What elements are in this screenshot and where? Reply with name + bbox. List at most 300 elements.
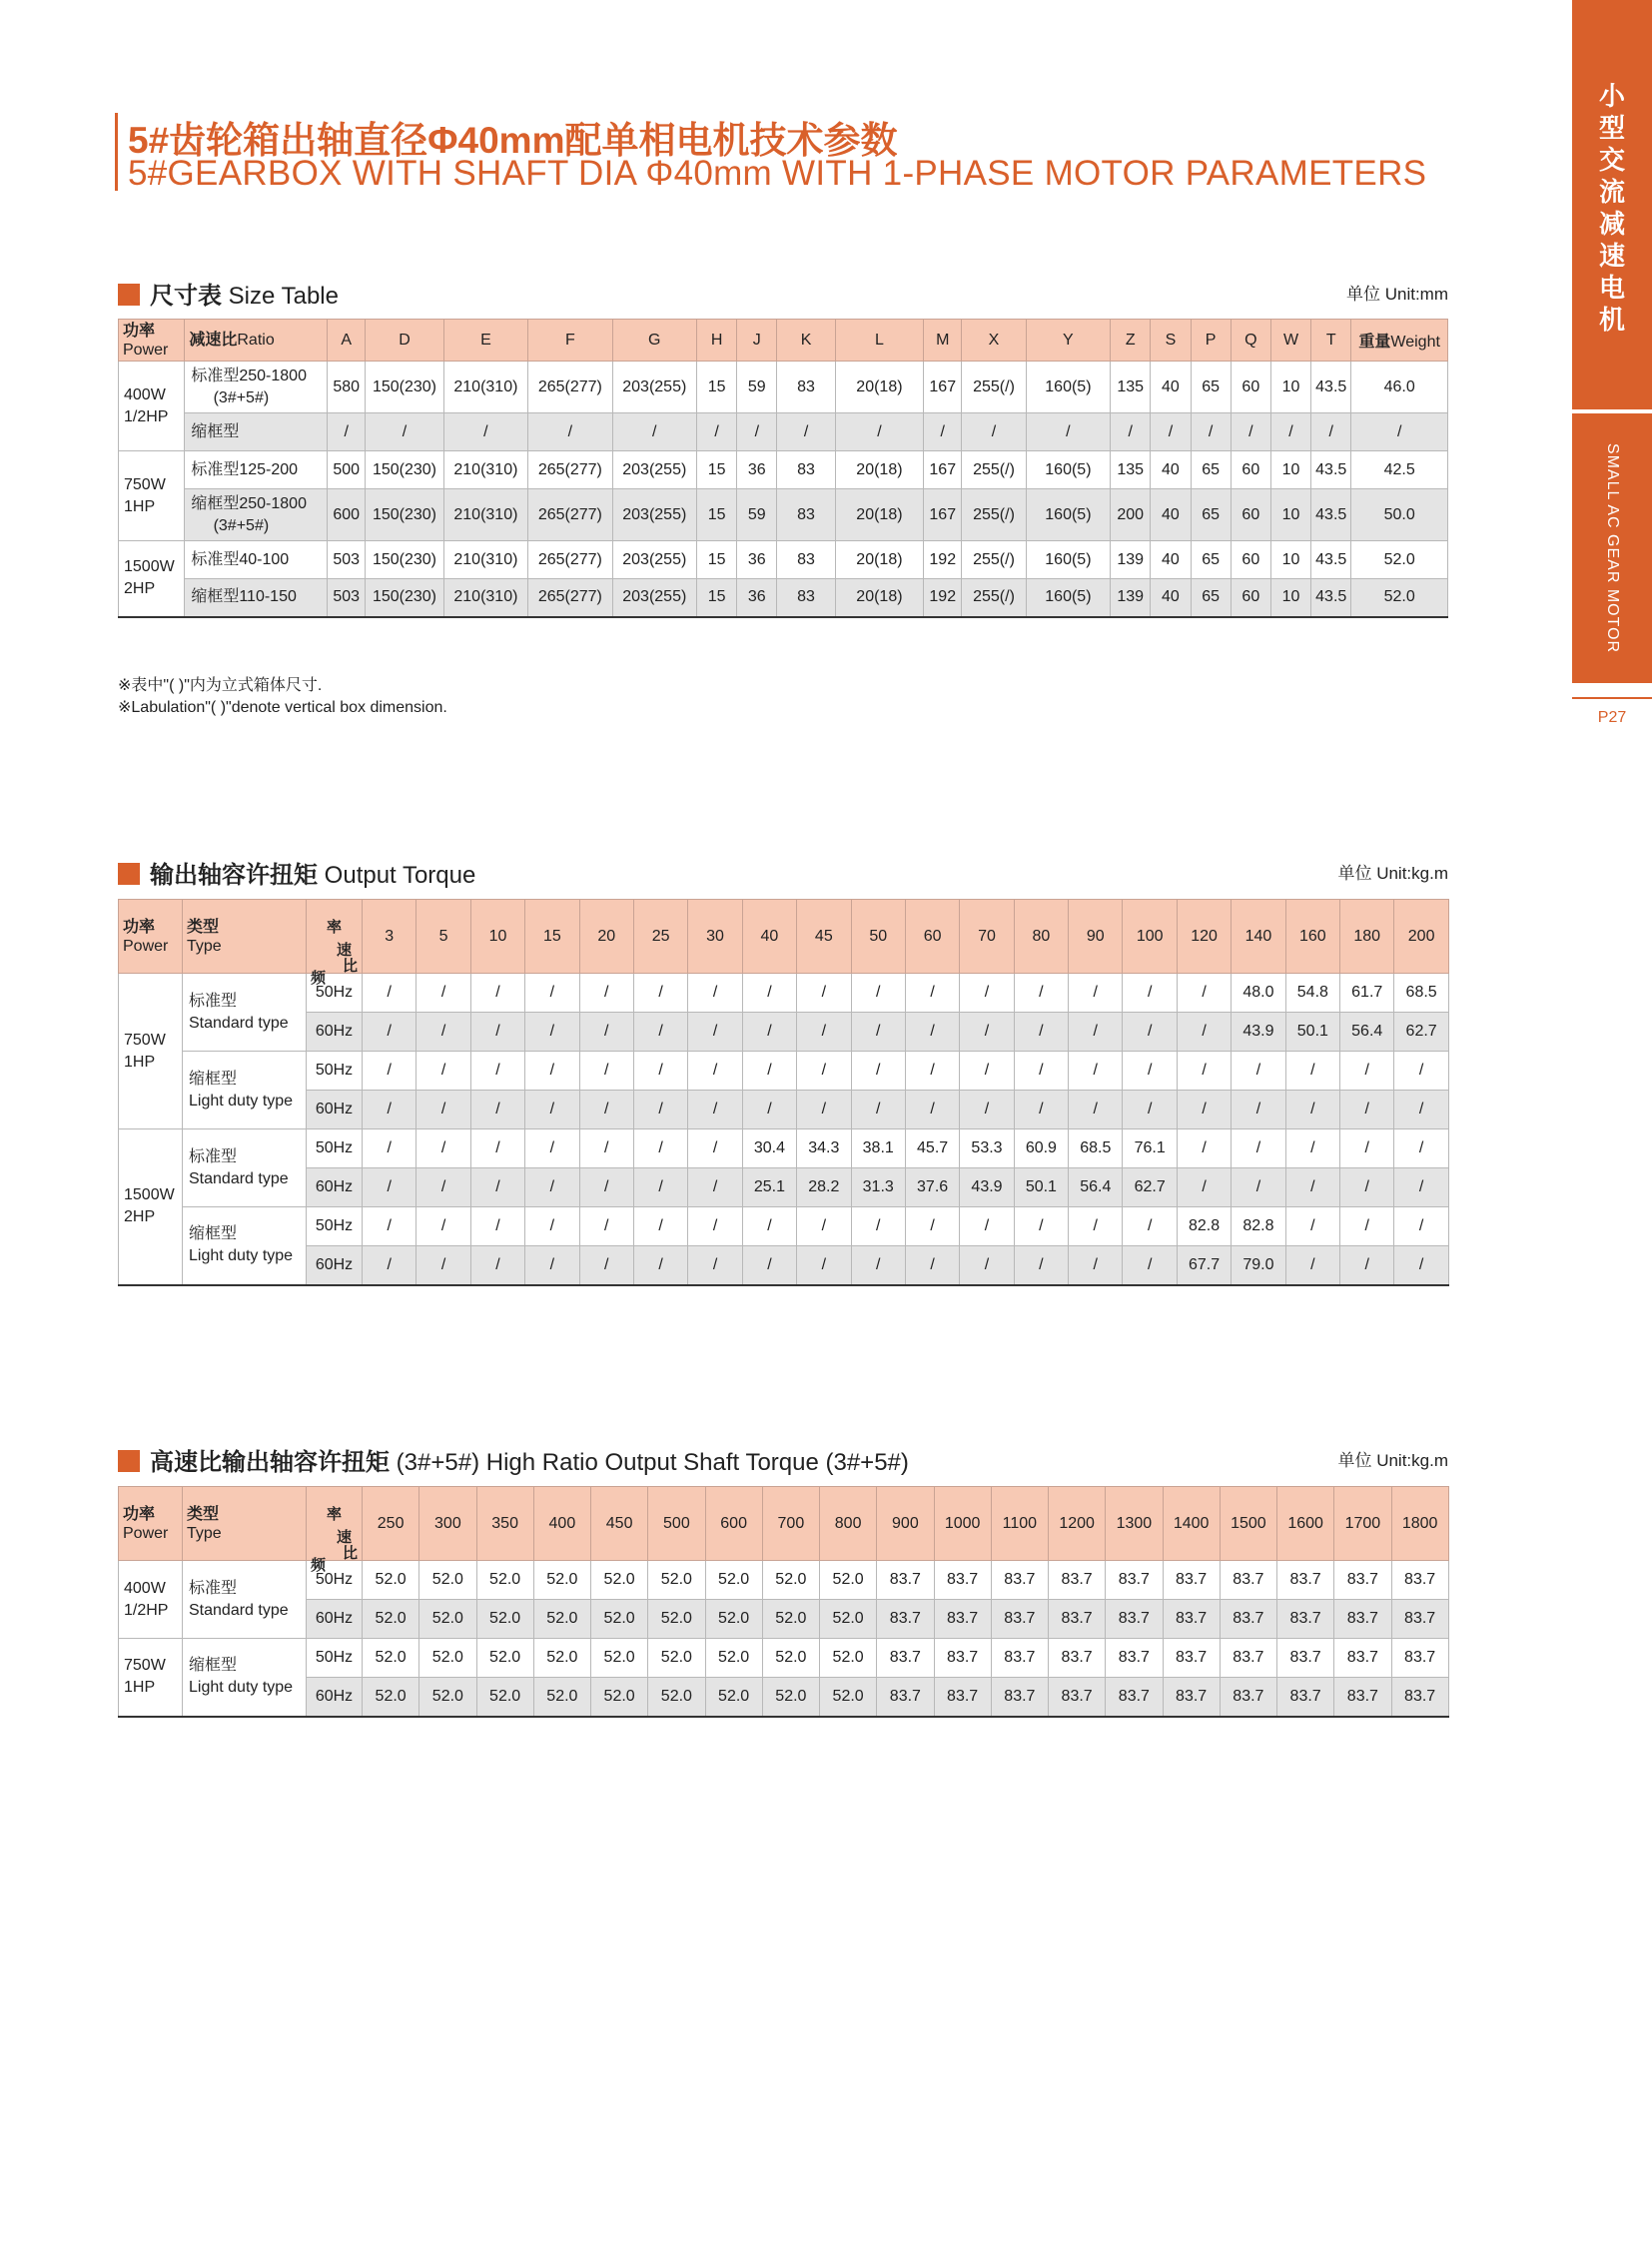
torque-value: 52.0 [648,1600,705,1639]
torque-value: / [470,1246,524,1285]
torque-value: 83.7 [991,1561,1048,1600]
value-cell: 210(310) [443,579,527,617]
torque-value: / [851,1207,905,1246]
header-ratio-100: 100 [1123,900,1177,974]
value-cell: 15 [697,451,737,489]
torque-value: / [1394,1091,1448,1129]
header-ratio-45: 45 [797,900,851,974]
torque-value: 38.1 [851,1129,905,1168]
torque-value: 62.7 [1394,1013,1448,1052]
torque-value: / [1177,974,1231,1013]
power-cell: 400W 1/2HP [119,362,185,451]
torque-value: 83.7 [1334,1561,1391,1600]
torque-value: / [633,1013,687,1052]
header-ratio-1600: 1600 [1277,1487,1334,1561]
torque-value: 82.8 [1177,1207,1231,1246]
torque-value: 83.7 [1163,1600,1220,1639]
value-cell: 265(277) [528,362,612,413]
torque-value: 83.7 [934,1678,991,1717]
torque-value: / [797,1052,851,1091]
header-ratio-500: 500 [648,1487,705,1561]
torque-value: / [1285,1129,1339,1168]
torque-value: 83.7 [877,1600,934,1639]
torque-value: / [416,1207,470,1246]
value-cell: 20(18) [835,489,923,541]
value-cell: 60 [1231,541,1270,579]
torque-value: / [579,1246,633,1285]
value-cell: 40 [1151,451,1191,489]
torque-value: 53.3 [960,1129,1014,1168]
side-tab-en-box [1572,413,1652,683]
torque-value: 79.0 [1232,1246,1285,1285]
torque-value: 52.0 [533,1678,590,1717]
power-cell: 750W 1HP [119,974,183,1129]
value-cell: / [697,413,737,451]
torque-value: / [579,1052,633,1091]
header-power: 功率 Power [119,320,185,362]
value-cell: 139 [1111,541,1151,579]
torque-value: / [363,1207,416,1246]
torque-value: / [525,1207,579,1246]
torque-value: 83.7 [1049,1600,1106,1639]
torque-value: 52.0 [533,1639,590,1678]
value-cell: 43.5 [1311,489,1351,541]
size-table-heading-en: Size Table [228,283,339,310]
torque-value: / [742,1091,796,1129]
value-cell: 200 [1111,489,1151,541]
torque-value: / [470,974,524,1013]
page-title-cn: 5#齿轮箱出轴直径Φ40mm配单相电机技术参数 [128,120,898,161]
header-ratio-40: 40 [742,900,796,974]
header-col-m: M [924,320,962,362]
header-ratio-5: 5 [416,900,470,974]
torque-value: 83.7 [1106,1639,1163,1678]
value-cell: 192 [924,579,962,617]
torque-value: 52.0 [648,1678,705,1717]
type-cell: 缩框型250-1800 (3#+5#) [185,489,328,541]
header-ratio-200: 200 [1394,900,1448,974]
torque-value: 45.7 [905,1129,959,1168]
header-ratio-160: 160 [1285,900,1339,974]
torque-value: 83.7 [1220,1639,1276,1678]
value-cell: / [924,413,962,451]
type-cell: 标准型 Standard type [183,1561,307,1639]
value-cell: 265(277) [528,579,612,617]
size-table [118,319,1448,618]
torque-value: 52.0 [363,1678,419,1717]
type-cell: 缩框型 Light duty type [183,1207,307,1285]
value-cell: / [1191,413,1231,451]
torque-value: / [742,974,796,1013]
value-cell: 83 [777,541,835,579]
type-cell: 缩框型 Light duty type [183,1052,307,1129]
torque-value: / [1014,1013,1068,1052]
torque-value: / [742,1013,796,1052]
header-ratio-frequency: 速 比 频 率 [307,1487,363,1561]
header-weight: 重量Weight [1351,320,1448,362]
torque-value: 83.7 [1163,1639,1220,1678]
header-col-s: S [1151,320,1191,362]
torque-value: 52.0 [419,1600,476,1639]
value-cell: 83 [777,451,835,489]
torque-value: / [579,1013,633,1052]
table-row [119,579,1448,617]
weight-cell: 46.0 [1351,362,1448,413]
type-cell: 缩框型110-150 [185,579,328,617]
table-row [119,451,1448,489]
header-ratio-1500: 1500 [1220,1487,1276,1561]
torque-value: / [1123,1013,1177,1052]
torque-value: / [960,1052,1014,1091]
torque-value: / [525,1246,579,1285]
torque-value: / [688,1207,742,1246]
value-cell: 83 [777,579,835,617]
power-cell: 1500W 2HP [119,541,185,617]
header-ratio-70: 70 [960,900,1014,974]
torque-value: / [1069,1052,1123,1091]
torque-value: 83.7 [1220,1600,1276,1639]
torque-value: 83.7 [1163,1561,1220,1600]
header-col-g: G [612,320,696,362]
torque-value: 52.0 [591,1600,648,1639]
torque-value: / [363,1246,416,1285]
value-cell: 10 [1270,451,1310,489]
torque-value: 52.0 [476,1678,533,1717]
value-cell: 65 [1191,489,1231,541]
torque-value: / [742,1207,796,1246]
torque-value: 52.0 [591,1639,648,1678]
torque-value: 52.0 [762,1561,819,1600]
value-cell: 40 [1151,489,1191,541]
torque-table-unit: 单位 Unit:kg.m [1337,864,1448,883]
header-ratio-450: 450 [591,1487,648,1561]
table-row [119,1052,1449,1091]
value-cell: 15 [697,362,737,413]
torque-value: / [579,1129,633,1168]
value-cell: 60 [1231,579,1270,617]
torque-value: 83.7 [1391,1600,1448,1639]
value-cell: 150(230) [366,451,443,489]
torque-value: / [1069,1246,1123,1285]
torque-value: / [1177,1168,1231,1207]
frequency-cell: 50Hz [307,1129,363,1168]
torque-value: / [525,974,579,1013]
torque-value: / [688,1091,742,1129]
heading-square-icon [118,1450,140,1472]
torque-value: / [363,1168,416,1207]
side-tab-title-en: SMALL AC GEAR MOTOR [1604,442,1621,654]
header-ratio-50: 50 [851,900,905,974]
torque-value: / [416,1129,470,1168]
type-cell: 缩框型 [185,413,328,451]
torque-value: 52.0 [762,1600,819,1639]
torque-value: / [905,1052,959,1091]
table-row [119,1168,1449,1207]
torque-value: / [470,1052,524,1091]
high-ratio-table [118,1486,1449,1718]
torque-value: 52.0 [705,1678,762,1717]
torque-value: / [416,1052,470,1091]
value-cell: 160(5) [1026,451,1110,489]
torque-table [118,899,1449,1286]
frequency-cell: 50Hz [307,974,363,1013]
torque-value: 52.0 [591,1678,648,1717]
value-cell: 10 [1270,541,1310,579]
value-cell: / [962,413,1026,451]
value-cell: / [328,413,366,451]
header-ratio-800: 800 [820,1487,877,1561]
side-tab-title-cn: 小 型 交 流 减 速 电 机 [1598,81,1625,335]
frequency-cell: 60Hz [307,1246,363,1285]
weight-cell: 52.0 [1351,579,1448,617]
value-cell: 83 [777,489,835,541]
torque-value: 52.0 [533,1600,590,1639]
value-cell: 36 [737,541,777,579]
torque-value: / [688,1052,742,1091]
header-col-t: T [1311,320,1351,362]
header-col-e: E [443,320,527,362]
type-cell: 标准型40-100 [185,541,328,579]
value-cell: 265(277) [528,451,612,489]
value-cell: 43.5 [1311,362,1351,413]
torque-value: / [688,1168,742,1207]
torque-value: 52.0 [762,1678,819,1717]
torque-value: / [1340,1091,1394,1129]
torque-value: / [525,1091,579,1129]
torque-value: 83.7 [1049,1678,1106,1717]
type-cell: 缩框型 Light duty type [183,1639,307,1717]
torque-value: 52.0 [820,1600,877,1639]
table-row [119,489,1448,541]
value-cell: 160(5) [1026,579,1110,617]
value-cell: 167 [924,489,962,541]
torque-value: / [960,1207,1014,1246]
torque-value: 83.7 [1391,1678,1448,1717]
header-ratio-120: 120 [1177,900,1231,974]
torque-value: / [1014,1207,1068,1246]
value-cell: 255(/) [962,579,1026,617]
torque-value: / [1340,1168,1394,1207]
torque-value: 76.1 [1123,1129,1177,1168]
torque-value: 31.3 [851,1168,905,1207]
header-ratio-10: 10 [470,900,524,974]
torque-value: 52.0 [533,1561,590,1600]
value-cell: 203(255) [612,362,696,413]
value-cell: 203(255) [612,579,696,617]
torque-value: 83.7 [1163,1678,1220,1717]
size-table-heading-cn: 尺寸表 [150,283,222,310]
torque-value: 56.4 [1069,1168,1123,1207]
heading-square-icon [118,284,140,306]
torque-value: / [1177,1013,1231,1052]
value-cell: 15 [697,489,737,541]
torque-value: / [1394,1129,1448,1168]
frequency-cell: 50Hz [307,1561,363,1600]
torque-value: / [470,1091,524,1129]
torque-value: 52.0 [363,1639,419,1678]
torque-value: 83.7 [1106,1561,1163,1600]
torque-value: 83.7 [877,1678,934,1717]
value-cell: 203(255) [612,541,696,579]
torque-value: / [633,1168,687,1207]
header-col-h: H [697,320,737,362]
torque-value: / [363,1129,416,1168]
torque-value: 52.0 [648,1639,705,1678]
header-power: 功率 Power [119,1487,183,1561]
power-cell: 400W 1/2HP [119,1561,183,1639]
torque-value: / [416,1091,470,1129]
torque-value: / [851,1091,905,1129]
torque-value: / [1014,1246,1068,1285]
torque-value: / [633,1207,687,1246]
value-cell: 150(230) [366,362,443,413]
header-ratio-600: 600 [705,1487,762,1561]
torque-value: / [579,1168,633,1207]
value-cell: 150(230) [366,579,443,617]
table-row [119,1091,1449,1129]
value-cell: / [1026,413,1110,451]
value-cell: 255(/) [962,451,1026,489]
torque-value: / [851,1052,905,1091]
torque-value: / [851,974,905,1013]
value-cell: 20(18) [835,362,923,413]
torque-value: 52.0 [648,1561,705,1600]
header-col-z: Z [1111,320,1151,362]
weight-cell: / [1351,413,1448,451]
value-cell: 500 [328,451,366,489]
torque-value: / [1394,1168,1448,1207]
torque-value: 83.7 [1049,1639,1106,1678]
header-col-x: X [962,320,1026,362]
type-cell: 标准型 Standard type [183,974,307,1052]
torque-value: / [416,1168,470,1207]
value-cell: 59 [737,362,777,413]
frequency-cell: 60Hz [307,1091,363,1129]
header-ratio-400: 400 [533,1487,590,1561]
torque-value: 56.4 [1340,1013,1394,1052]
torque-value: 43.9 [1232,1013,1285,1052]
torque-value: / [416,974,470,1013]
header-ratio-900: 900 [877,1487,934,1561]
torque-value: 83.7 [1049,1561,1106,1600]
heading-square-icon [118,863,140,885]
torque-value: / [525,1052,579,1091]
torque-table-heading [118,855,475,890]
power-cell: 750W 1HP [119,1639,183,1717]
high-ratio-unit: 单位 Unit:kg.m [1337,1451,1448,1470]
torque-value: 82.8 [1232,1207,1285,1246]
torque-value: / [363,1052,416,1091]
size-table-note-en: ※Labulation"( )"denote vertical box dimension. [118,699,447,716]
torque-value: 52.0 [820,1678,877,1717]
torque-value: 83.7 [1391,1639,1448,1678]
table-row [119,1600,1449,1639]
torque-value: / [363,1091,416,1129]
value-cell: 60 [1231,451,1270,489]
torque-value: 68.5 [1069,1129,1123,1168]
torque-value: / [1285,1207,1339,1246]
torque-value: 83.7 [1391,1561,1448,1600]
torque-value: 83.7 [877,1561,934,1600]
torque-value: / [688,1013,742,1052]
value-cell: / [737,413,777,451]
header-ratio-350: 350 [476,1487,533,1561]
torque-value: / [1123,974,1177,1013]
value-cell: 83 [777,362,835,413]
value-cell: 150(230) [366,541,443,579]
value-cell: / [777,413,835,451]
value-cell: 265(277) [528,541,612,579]
table-row [119,1129,1449,1168]
value-cell: 203(255) [612,489,696,541]
value-cell: / [1270,413,1310,451]
weight-cell: 52.0 [1351,541,1448,579]
header-col-q: Q [1231,320,1270,362]
torque-value: / [1285,1246,1339,1285]
value-cell: 265(277) [528,489,612,541]
torque-value: / [960,1013,1014,1052]
high-ratio-header-row [119,1487,1449,1561]
title-accent-bar [115,113,118,191]
torque-value: / [797,1091,851,1129]
value-cell: 65 [1191,579,1231,617]
torque-value: 52.0 [591,1561,648,1600]
torque-value: / [1014,1052,1068,1091]
torque-value: 83.7 [934,1561,991,1600]
torque-value: 83.7 [991,1600,1048,1639]
frequency-cell: 60Hz [307,1013,363,1052]
torque-value: / [1069,974,1123,1013]
value-cell: 210(310) [443,362,527,413]
header-ratio-1000: 1000 [934,1487,991,1561]
header-power: 功率 Power [119,900,183,974]
torque-value: / [1340,1207,1394,1246]
header-ratio-1200: 1200 [1049,1487,1106,1561]
type-cell: 标准型250-1800 (3#+5#) [185,362,328,413]
header-col-l: L [835,320,923,362]
value-cell: 139 [1111,579,1151,617]
torque-value: / [1232,1052,1285,1091]
weight-cell: 42.5 [1351,451,1448,489]
header-ratio-1400: 1400 [1163,1487,1220,1561]
value-cell: 43.5 [1311,451,1351,489]
torque-value: / [851,1013,905,1052]
torque-value: / [960,1246,1014,1285]
torque-value: 83.7 [1334,1600,1391,1639]
torque-value: 52.0 [705,1600,762,1639]
value-cell: / [366,413,443,451]
value-cell: / [835,413,923,451]
torque-value: 61.7 [1340,974,1394,1013]
table-row [119,1639,1449,1678]
value-cell: 255(/) [962,489,1026,541]
value-cell: 210(310) [443,451,527,489]
torque-value: / [1285,1091,1339,1129]
torque-value: / [470,1129,524,1168]
value-cell: / [528,413,612,451]
torque-value: 52.0 [705,1561,762,1600]
value-cell: 40 [1151,579,1191,617]
torque-value: 52.0 [419,1561,476,1600]
torque-value: / [470,1168,524,1207]
value-cell: 40 [1151,362,1191,413]
header-ratio-1800: 1800 [1391,1487,1448,1561]
side-tab [1572,0,1652,409]
value-cell: / [1311,413,1351,451]
type-cell: 标准型125-200 [185,451,328,489]
torque-value: 34.3 [797,1129,851,1168]
torque-value: 25.1 [742,1168,796,1207]
